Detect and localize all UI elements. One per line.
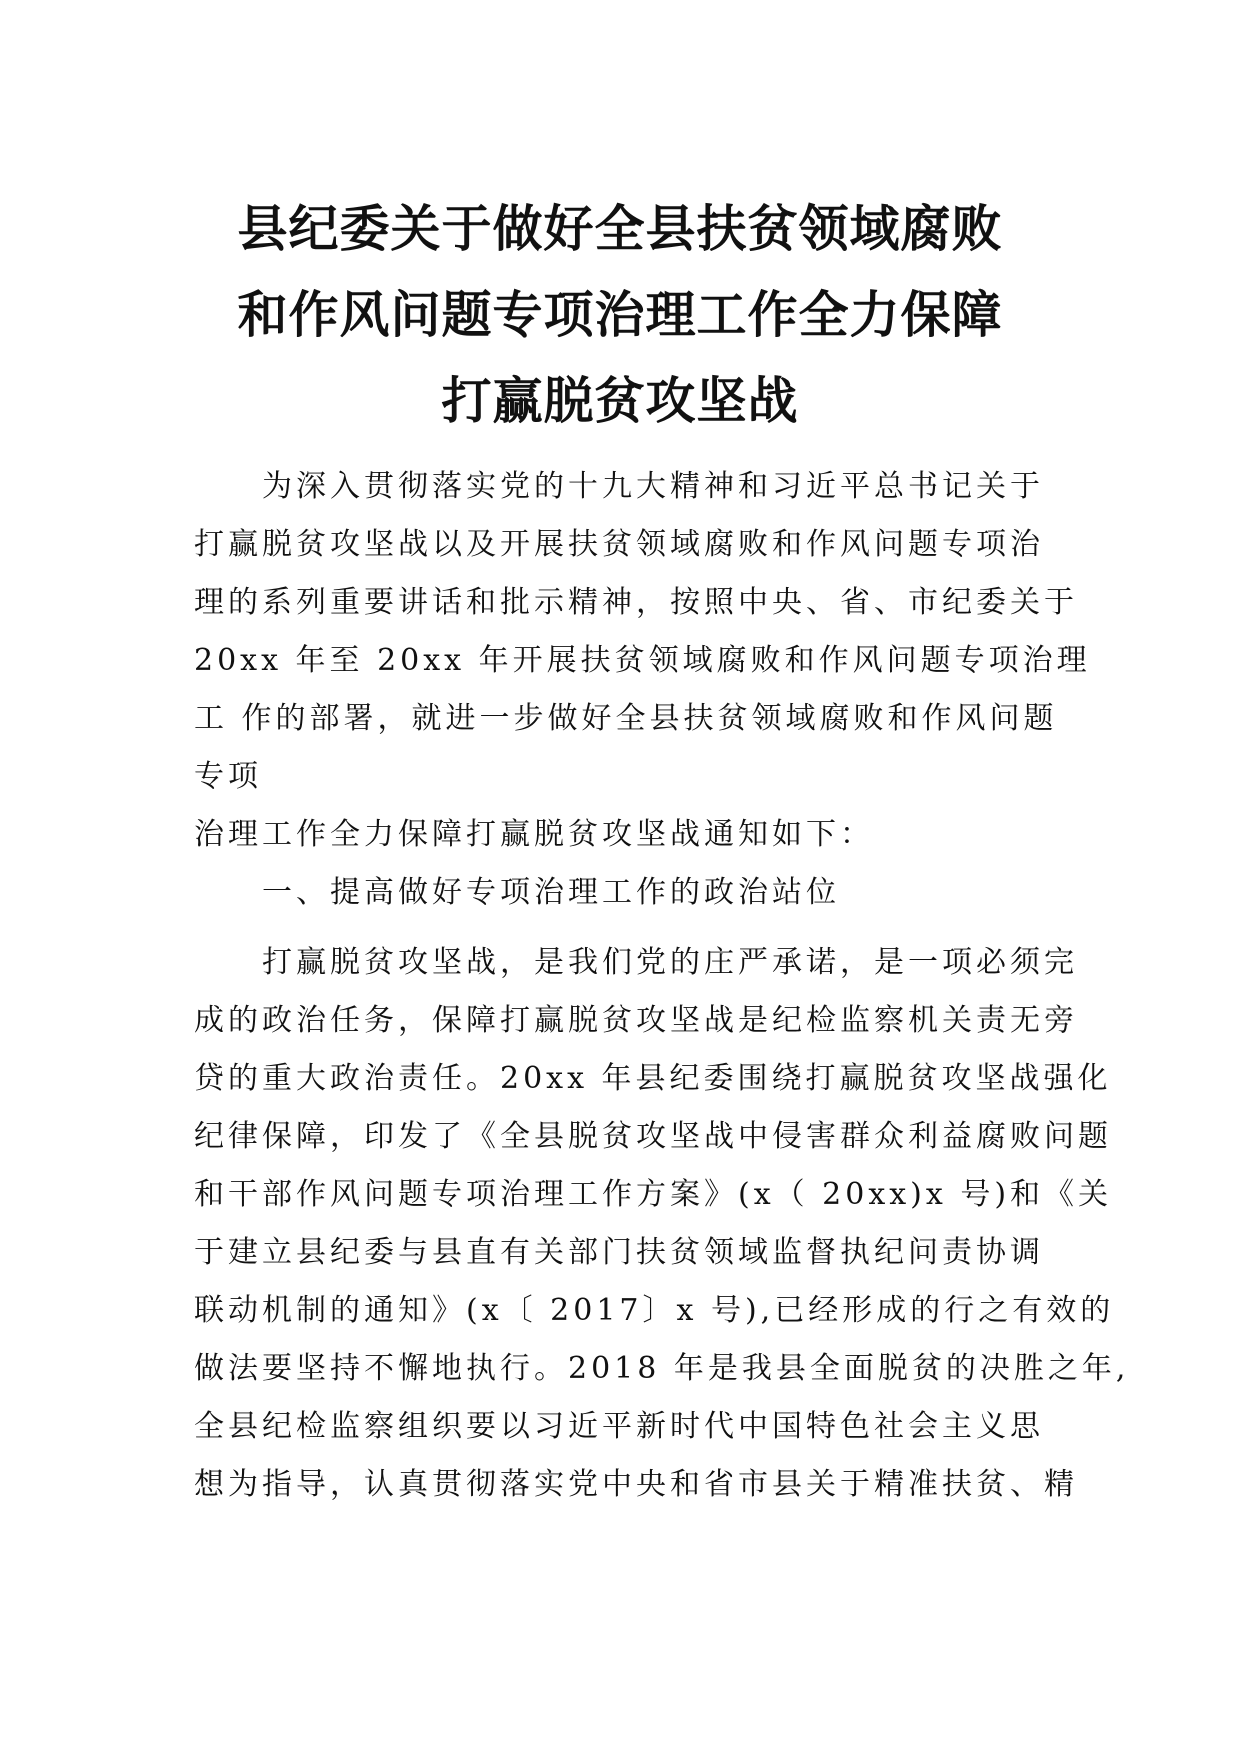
paragraph-line: 和干部作风问题专项治理工作方案》(x（ 20xx)x 号)和《关	[194, 1177, 1113, 1212]
paragraph-line: 贷的重大政治责任。20xx 年县纪委围绕打赢脱贫攻坚战强化	[194, 1061, 1112, 1096]
paragraph-line: 20xx 年至 20xx 年开展扶贫领域腐败和作风问题专项治理	[194, 643, 1091, 678]
paragraph-line: 为深入贯彻落实党的十九大精神和习近平总书记关于	[262, 469, 1044, 504]
title-line: 打赢脱贫攻坚战	[441, 372, 799, 430]
paragraph-line: 做法要坚持不懈地执行。2018 年是我县全面脱贫的决胜之年,	[194, 1351, 1130, 1386]
document-body	[194, 458, 1130, 1514]
section-heading: 一、提高做好专项治理工作的政治站位	[262, 875, 840, 910]
paragraph-line: 成的政治任务，保障打赢脱贫攻坚战是纪检监察机关责无旁	[194, 1003, 1078, 1038]
paragraph-line: 打赢脱贫攻坚战以及开展扶贫领域腐败和作风问题专项治	[194, 527, 1044, 562]
paragraph-line: 工 作的部署，就进一步做好全县扶贫领域腐败和作风问题	[194, 701, 1058, 736]
paragraph-line: 想为指导，认真贯彻落实党中央和省市县关于精准扶贫、精	[194, 1467, 1078, 1502]
intro-paragraph	[194, 458, 1091, 864]
paragraph-line: 打赢脱贫攻坚战，是我们党的庄严承诺，是一项必须完	[262, 945, 1078, 980]
title-line: 县纪委关于做好全县扶贫领域腐败	[237, 200, 1003, 258]
paragraph-line: 于建立县纪委与县直有关部门扶贫领域监督执纪问责协调	[194, 1235, 1044, 1270]
paragraph-line: 联动机制的通知》(x〔 2017〕x 号),已经形成的行之有效的	[194, 1293, 1115, 1328]
paragraph-line: 专项	[194, 759, 262, 794]
title-line: 和作风问题专项治理工作全力保障	[237, 286, 1003, 344]
section-paragraph	[194, 934, 1130, 1514]
document-title	[190, 186, 1050, 444]
paragraph-line: 理的系列重要讲话和批示精神，按照中央、省、市纪委关于	[194, 585, 1078, 620]
paragraph-line: 全县纪检监察组织要以习近平新时代中国特色社会主义思	[194, 1409, 1044, 1444]
paragraph-line: 纪律保障，印发了《全县脱贫攻坚战中侵害群众利益腐败问题	[194, 1119, 1112, 1154]
paragraph-line: 治理工作全力保障打赢脱贫攻坚战通知如下：	[194, 817, 874, 852]
